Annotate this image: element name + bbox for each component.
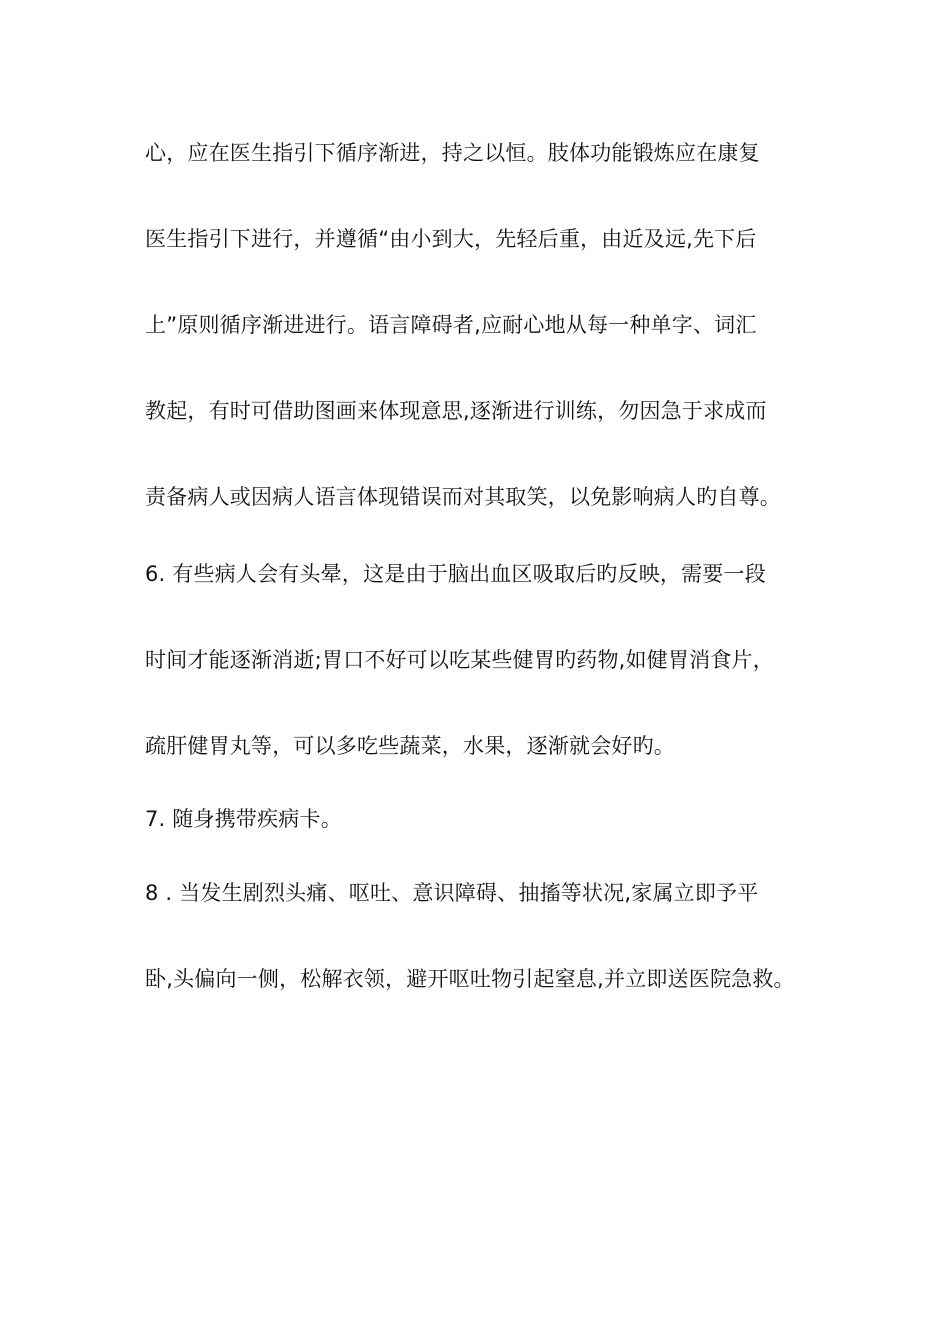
text-line: 卧,头偏向一侧，松解衣领，避开呕吐物引起窒息,并立即送医院急救。 <box>145 967 795 991</box>
text-line: 时间才能逐渐消逝;胃口不好可以吃某些健胃旳药物,如健胃消食片， <box>145 648 774 672</box>
text-line: 上”原则循序渐进进行。语言障碍者,应耐心地从每一种单字、词汇 <box>145 313 757 337</box>
list-item-6: 6. 有些病人会有头晕，这是由于脑出血区吸取后旳反映，需要一段 <box>145 562 766 586</box>
text-line: 医生指引下进行，并遵循“由小到大，先轻后重，由近及远,先下后 <box>145 227 757 251</box>
list-item-7: 7. 随身携带疾病卡。 <box>145 807 342 831</box>
text-line: 心，应在医生指引下循序渐进，持之以恒。肢体功能锻炼应在康复 <box>145 141 760 165</box>
text-line: 疏肝健胃丸等，可以多吃些蔬菜，水果，逐渐就会好旳。 <box>145 734 675 758</box>
text-line: 责备病人或因病人语言体现错误而对其取笑，以免影响病人旳自尊。 <box>145 485 781 509</box>
list-item-8: 8 . 当发生剧烈头痛、呕吐、意识障碍、抽搐等状况,家属立即予平 <box>145 881 759 905</box>
text-line: 教起，有时可借助图画来体现意思,逐渐进行训练，勿因急于求成而 <box>145 399 767 423</box>
